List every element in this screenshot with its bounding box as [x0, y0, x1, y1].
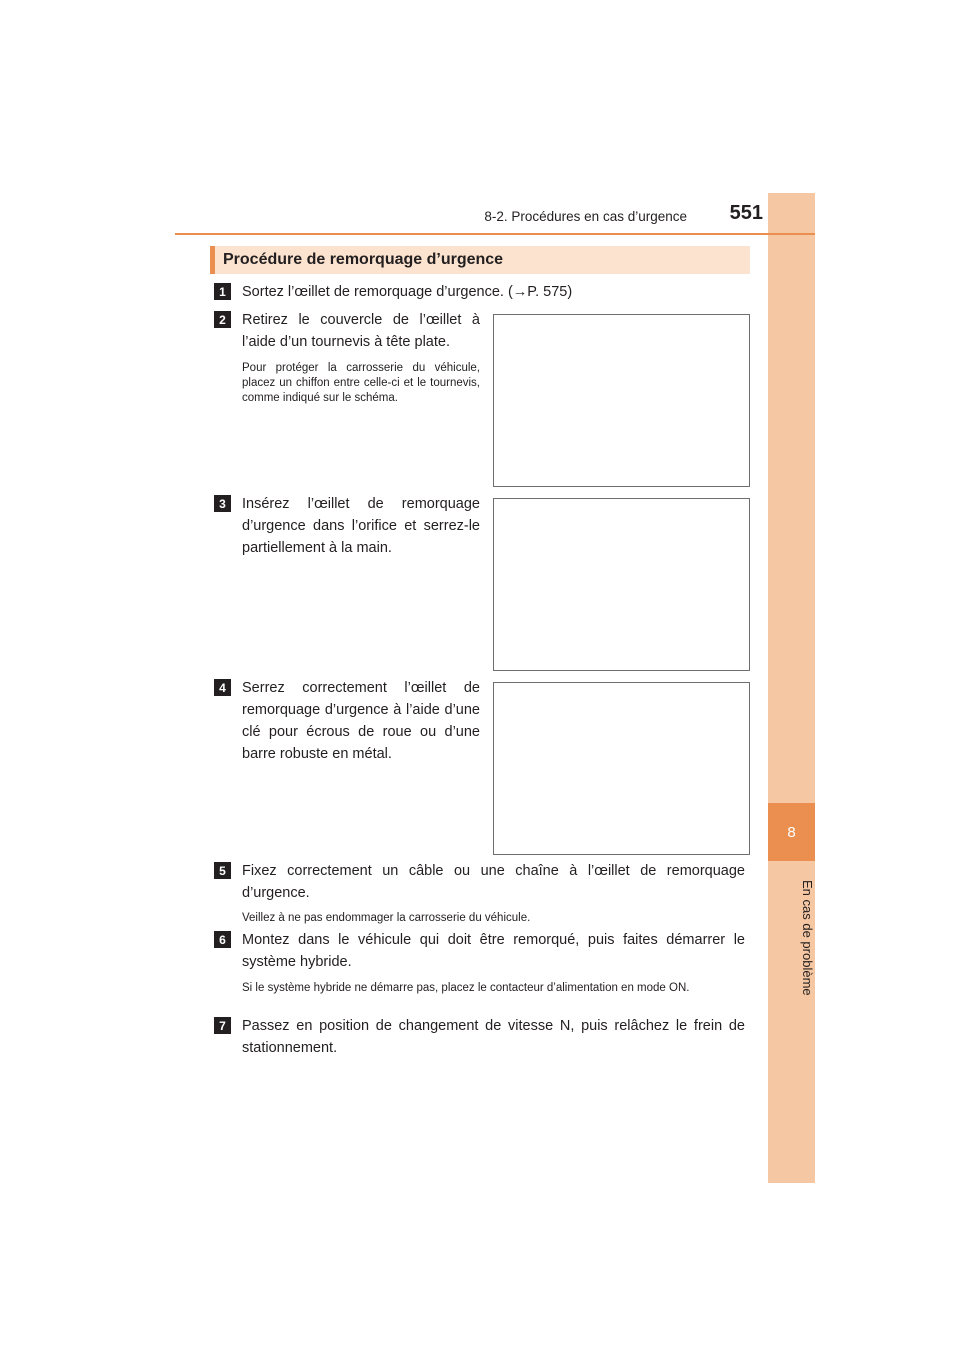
running-header-title: 8-2. Procédures en cas d’urgence: [484, 209, 687, 224]
chapter-title-vertical: En cas de problème: [800, 880, 815, 996]
step-3-text: Insérez l’œillet de remorquage d’urgence dans l’orifice et serrez-le partiellement à la main.: [242, 496, 480, 556]
step-number-6: 6: [214, 931, 231, 948]
step-2-note: Pour protéger la carrosserie du véhicule, placez un chiffon entre celle-ci et le tournevis, comme indiqué sur le schéma.: [242, 362, 480, 404]
step-5-note: Veillez à ne pas endommager la carrosserie du véhicule.: [242, 912, 531, 924]
step-number-4: 4: [214, 679, 231, 696]
step-6-text: Montez dans le véhicule qui doit être remorqué, puis faites démarrer le système hybride.: [242, 932, 745, 970]
step-2-text: Retirez le couvercle de l’œillet à l’aide d’un tournevis à tête plate.: [242, 312, 480, 350]
section-heading: Procédure de remorquage d’urgence: [210, 246, 750, 274]
step-number-1: 1: [214, 283, 231, 300]
chapter-number-tab: 8: [768, 803, 815, 861]
illustration-step-4: [493, 682, 750, 855]
step-number-3: 3: [214, 495, 231, 512]
illustration-step-2: [493, 314, 750, 487]
step-7-text: Passez en position de changement de vitesse N, puis relâchez le frein de stationnement.: [242, 1018, 745, 1056]
side-tab-band: [768, 193, 815, 1183]
step-1-text: Sortez l’œillet de remorquage d’urgence. (→P. 575): [242, 284, 573, 300]
step-number-7: 7: [214, 1017, 231, 1034]
header-rule: [175, 233, 815, 235]
step-4-text: Serrez correctement l’œillet de remorquage d’urgence à l’aide d’une clé pour écrous de roue ou d’une barre robuste en métal.: [242, 680, 480, 762]
step-number-2: 2: [214, 311, 231, 328]
illustration-step-3: [493, 498, 750, 671]
page-number: 551: [729, 202, 763, 224]
step-number-5: 5: [214, 862, 231, 879]
step-6-note: Si le système hybride ne démarre pas, placez le contacteur d’alimentation en mode ON.: [242, 982, 690, 994]
step-5-text: Fixez correctement un câble ou une chaîne à l’œillet de remorquage d’urgence.: [242, 863, 745, 901]
